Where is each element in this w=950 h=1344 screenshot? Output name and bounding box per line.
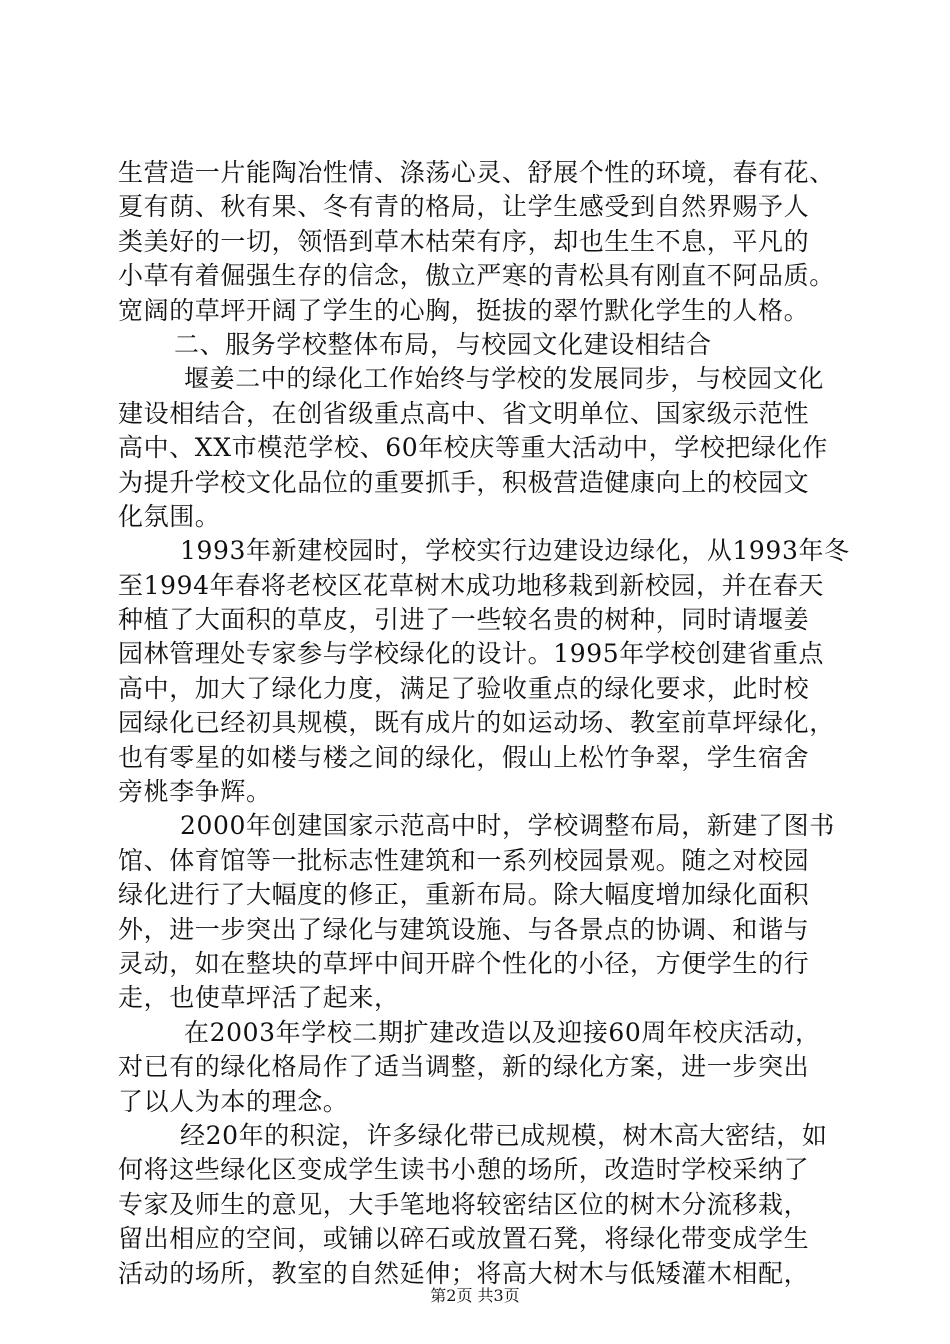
text-line: 为提升学校文化品位的重要抓手，积极营造健康向上的校园文 [118,467,810,497]
text-line: 专家及师生的意见，大手笔地将较密结区位的树木分流移栽， [118,1189,810,1219]
text-line: 在2003年学校二期扩建改造以及迎接60周年校庆活动， [184,1017,821,1047]
text-line: 了以人为本的理念。 [118,1086,349,1116]
text-line: 经20年的积淀，许多绿化带已成规模，树木高大密结，如 [180,1120,828,1150]
text-line: 建设相结合，在创省级重点高中、省文明单位、国家级示范性 [118,398,810,428]
text-line: 也有零星的如楼与楼之间的绿化，假山上松竹争翠，学生宿舍 [118,742,810,772]
text-line: 夏有荫、秋有果、冬有青的格局，让学生感受到自然界赐予人 [118,192,810,222]
text-line: 园绿化已经初具规模，既有成片的如运动场、教室前草坪绿化， [118,708,835,738]
text-line: 至1994年春将老校区花草树木成功地移栽到新校园，并在春天 [118,570,825,600]
text-line: 生营造一片能陶冶性情、涤荡心灵、舒展个性的环境，春有花、 [118,158,835,187]
text-line: 对已有的绿化格局作了适当调整，新的绿化方案，进一步突出 [118,1052,810,1082]
text-line: 种植了大面积的草皮，引进了一些较名贵的树种，同时请堰姜 [118,605,810,635]
text-line: 宽阔的草坪开阔了学生的心胸，挺拔的翠竹默化学生的人格。 [118,295,810,325]
section-heading: 二、服务学校整体布局，与校园文化建设相结合 [174,329,712,359]
text-line: 类美好的一切，领悟到草木枯荣有序，却也生生不息，平凡的 [118,226,810,256]
text-line: 高中，加大了绿化力度，满足了验收重点的绿化要求，此时校 [118,673,810,703]
text-line: 1993年新建校园时，学校实行边建设边绿化，从1993年冬 [180,536,850,566]
text-line: 活动的场所，教室的自然延伸；将高大树木与低矮灌木相配， [118,1258,810,1288]
text-line: 化氛围。 [118,501,221,531]
text-line: 走，也使草坪活了起来， [118,983,400,1013]
document-body [118,156,850,1291]
text-line: 外，进一步突出了绿化与建筑设施、与各景点的协调、和谐与 [118,914,810,944]
text-line: 旁桃李争辉。 [118,777,272,807]
text-line: 灵动，如在整块的草坪中间开辟个性化的小径，方便学生的行 [118,948,810,978]
text-line: 小草有着倔强生存的信念，傲立严寒的青松具有刚直不阿品质。 [118,261,835,291]
text-line: 2000年创建国家示范高中时，学校调整布局，新建了图书 [180,811,835,841]
text-line: 何将这些绿化区变成学生读书小憩的场所，改造时学校采纳了 [118,1155,810,1185]
text-line: 堰姜二中的绿化工作始终与学校的发展同步，与校园文化 [184,364,825,394]
page-number: 第2页 共3页 [430,1286,520,1305]
text-line: 园林管理处专家参与学校绿化的设计。1995年学校创建省重点 [118,639,825,669]
text-line: 高中、XX市模范学校、60年校庆等重大活动中，学校把绿化作 [118,433,828,463]
text-line: 绿化进行了大幅度的修正，重新布局。除大幅度增加绿化面积 [118,880,810,910]
text-line: 馆、体育馆等一批标志性建筑和一系列校园景观。随之对校园 [118,845,810,875]
text-line: 留出相应的空间，或铺以碎石或放置石凳，将绿化带变成学生 [118,1224,810,1254]
